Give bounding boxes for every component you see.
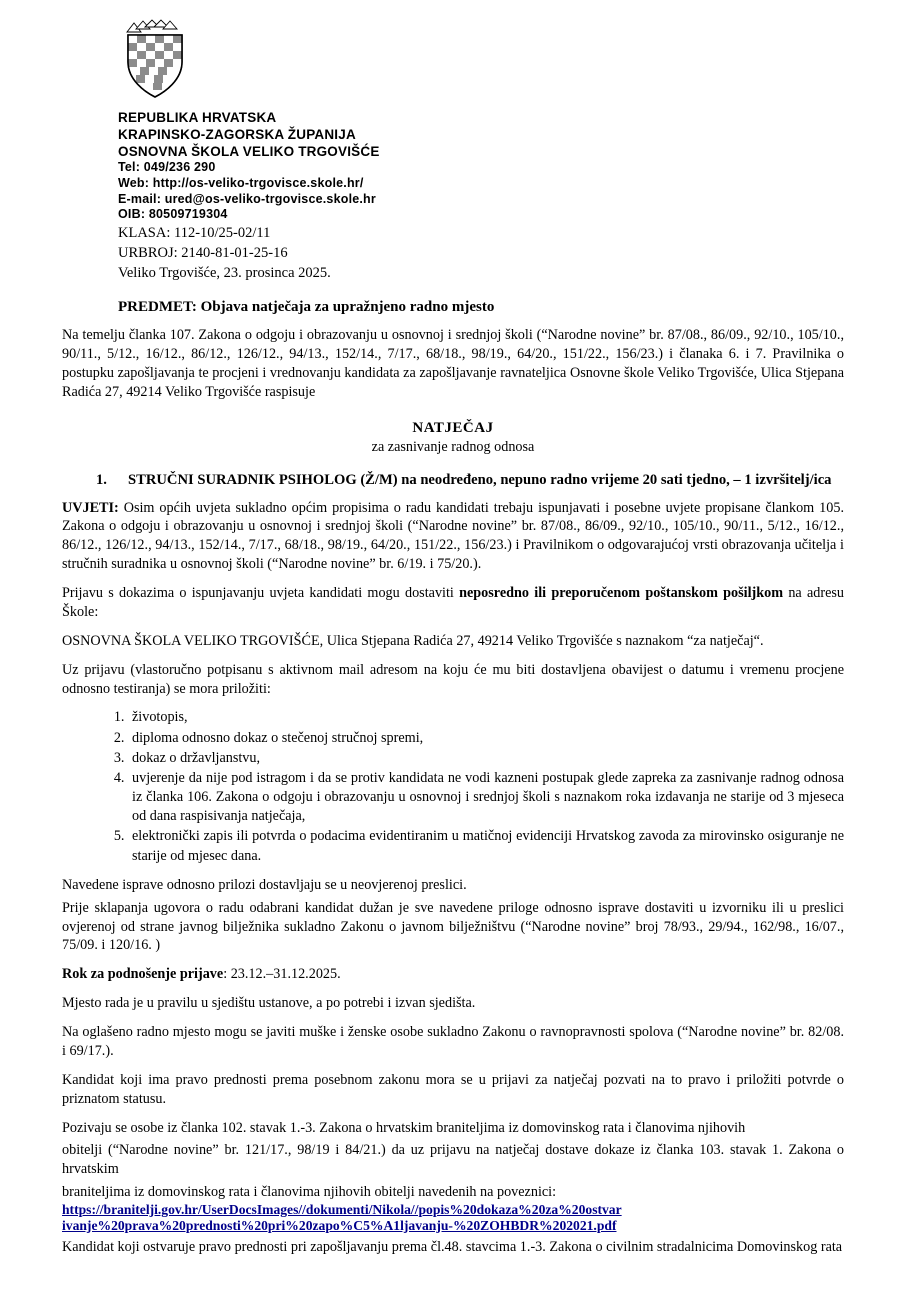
submission-post: na adresu Škole:	[62, 585, 844, 620]
letterhead-county: KRAPINSKO-ZAGORSKA ŽUPANIJA	[118, 127, 356, 142]
veterans-paragraph-2: obitelji (“Narodne novine” br. 121/17., 98/19 i 84/21.) da uz prijavu na natječaj dostave dokaze iz članka 103. stavak 1. Zakona o hrvatskim	[62, 1142, 844, 1178]
position-title: STRUČNI SURADNIK PSIHOLOG (Ž/M) na neodređeno, nepuno radno vrijeme 20 sati tjedno, – 1 izvršitelj/ica	[128, 471, 832, 488]
civilian-victims-paragraph: Kandidat koji ostvaruje pravo prednosti pri zapošljavanju prema čl.48. stavcima 1.-3. Zakona o civilnim stradalnicima Domovinskog rata	[62, 1239, 843, 1255]
priority-paragraph: Kandidat koji ima pravo prednosti prema posebnom zakonu mora se u prijavi za natječaj pozvati na to pravo i priložiti potvrde o priznatom statusu.	[62, 1071, 844, 1107]
natjecaj-subtitle: za zasnivanje radnog odnosa	[371, 438, 535, 455]
list-item: 4. uvjerenje da nije pod istragom i da se protiv kandidata ne vodi kazneni postupak glede zapreka za zasnivanje radnog odnosa iz članka 106. Zakona o odgoju i obrazovanju u osnovnoj i srednjoj školi s naznakom roka izdavanja ne starije od 3 mjeseca od dana raspisivanja natječaja,	[128, 769, 844, 827]
attachments-intro: Uz prijavu (vlastoručno potpisanu s aktivnom mail adresom na koju će mu biti dostavljena obavijest o datumu i vremenu procjene odnosno testiranja) se mora priložiti:	[62, 661, 844, 697]
submission-bold: neposredno ili preporučenom poštanskom pošiljkom	[459, 585, 784, 601]
deadline-label: Rok za podnošenje prijave	[62, 966, 224, 983]
deadline-value: : 23.12.–31.12.2025.	[223, 966, 341, 983]
school-address: OSNOVNA ŠKOLA VELIKO TRGOVIŠĆE, Ulica Stjepana Radića 27, 49214 Veliko Trgovišće s naznakom “za natječaj“.	[62, 632, 764, 649]
letterhead-web: Web: http://os-veliko-trgovisce.skole.hr/	[118, 175, 364, 190]
letterhead	[62, 109, 844, 283]
veterans-link-line-1[interactable]: https://branitelji.gov.hr/UserDocsImages//dokumenti/Nikola//popis%20dokaza%20za%20ostvar	[62, 1202, 622, 1217]
place-date-line: Veliko Trgovišće, 23. prosinca 2025.	[118, 265, 331, 281]
veterans-link-line-2[interactable]: ivanje%20prava%20prednosti%20pri%20zapo%C5%A1ljavanju-%20ZOHBDR%202021.pdf	[62, 1218, 617, 1233]
workplace-paragraph: Mjesto rada je u pravilu u sjedištu ustanove, a po potrebi i izvan sjedišta.	[62, 995, 476, 1012]
list-item: 2. diploma odnosno dokaz o stečenoj stručnoj spremi,	[128, 729, 844, 748]
intro-paragraph: Na temelju članka 107. Zakona o odgoju i obrazovanju u osnovnoj i srednjoj školi (“Narodne novine” br. 87/08., 86/09., 92/10., 105/10., 90/11., 5/12., 16/12., 86/12., 126/12., 94/13., 152/14., 7/17., 68/18., 98/19., 64/20., 151/22., 156/23.) i članaka 6. i 7. Pravilnika o postupku zapošljavanja te procjeni i vrednovanju kandidata za zapošljavanje ravnateljica Osnovne škole Veliko Trgovišće, Ulica Stjepana Radića 27, 49214 Veliko Trgovišće raspisuje	[62, 327, 844, 400]
letterhead-country: REPUBLIKA HRVATSKA	[118, 110, 277, 125]
position-entry	[62, 472, 844, 489]
submission-pre: Prijavu s dokazima o ispunjavanju uvjeta kandidati mogu dostaviti	[62, 585, 460, 601]
veterans-paragraph-3: braniteljima iz domovinskog rata i članovima njihovih obitelji navedenih na poveznici:	[62, 1184, 557, 1201]
notary-paragraph: Prije sklapanja ugovora o radu odabrani kandidat dužan je sve navedene priloge odnosno isprave dostaviti u izvorniku ili u preslici ovjerenoj od strane javnog bilježnika sukladno Zakonu o javnom bilježništvu (“Narodne novine” broj 78/93., 29/94., 162/98., 16/07., 75/09. i 120/16. )	[62, 899, 844, 954]
list-item: 3. dokaz o državljanstvu,	[128, 749, 844, 768]
klasa-line: KLASA: 112-10/25-02/11	[118, 225, 271, 241]
copies-paragraph: Navedene isprave odnosno prilozi dostavljaju se u neovjerenoj preslici.	[62, 876, 467, 893]
natjecaj-title: NATJEČAJ	[412, 419, 494, 436]
subject-line: PREDMET: Objava natječaja za upražnjeno radno mjesto	[118, 299, 495, 315]
uvjeti-text: Osim općih uvjeta sukladno općim propisima o radu kandidati trebaju ispunjavati i posebne uvjete propisane člankom 105. Zakona o odgoju i obrazovanju u osnovnoj i srednjoj školi (“Narodne novine” br. 87/08., 86/09., 92/10., 105/10., 90/11., 5/12., 16/12., 86/12., 126/12., 94/13., 152/14., 7/17., 68/18., 98/19., 64/20., 151/22., 156/23.) i Pravilnikom o odgovarajućoj vrsti obrazovanja učitelja i stručnih suradnika u osnovnoj školi (“Narodne novine” br. 6/19. i 75/20.).	[62, 499, 844, 573]
list-item: 1. životopis,	[128, 708, 844, 727]
list-item: 5. elektronički zapis ili potvrda o podacima evidentiranim u matičnoj evidenciji Hrvatskog zavoda za mirovinsko osiguranje ne starije od mjesec dana.	[128, 827, 844, 865]
submission-paragraph	[62, 584, 844, 622]
deadline-paragraph	[62, 965, 844, 984]
letterhead-phone: Tel: 049/236 290	[118, 160, 216, 174]
letterhead-oib: OIB: 80509719304	[118, 207, 228, 222]
gender-equality-paragraph: Na oglašeno radno mjesto mogu se javiti muške i ženske osobe sukladno Zakonu o ravnopravnosti spolova (“Narodne novine” br. 82/08. i 69/17.).	[62, 1024, 844, 1059]
uvjeti-paragraph	[62, 499, 844, 575]
required-documents-list	[62, 708, 844, 865]
croatian-coat-of-arms-icon	[122, 18, 188, 100]
veterans-paragraph-1: Pozivaju se osobe iz članka 102. stavak 1.-3. Zakona o hrvatskim braniteljima iz domovinskog rata i članovima njihovih	[62, 1119, 746, 1136]
letterhead-school: OSNOVNA ŠKOLA VELIKO TRGOVIŠĆE	[118, 144, 380, 159]
letterhead-email: E-mail: ured@os-veliko-trgovisce.skole.hr	[118, 191, 376, 206]
crest-container	[62, 18, 844, 105]
position-number: 1.	[96, 471, 107, 488]
uvjeti-label: UVJETI:	[62, 499, 119, 516]
urbroj-line: URBROJ: 2140-81-01-25-16	[118, 245, 288, 261]
